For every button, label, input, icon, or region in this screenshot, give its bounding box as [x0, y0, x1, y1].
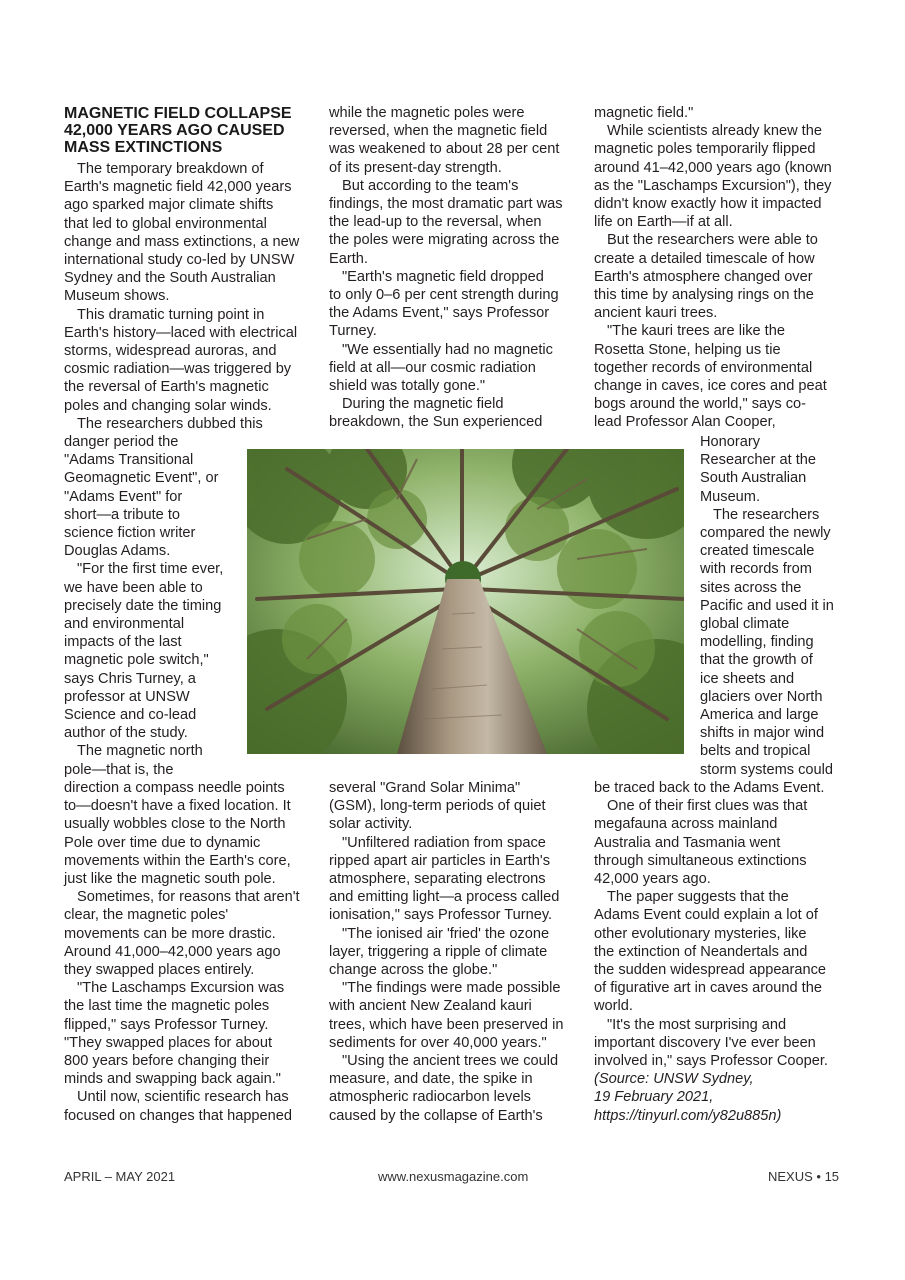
article-text-line: While scientists already knew the — [607, 123, 822, 140]
article-text-line: storms, widespread auroras, and — [64, 343, 277, 359]
article-text-line: "We essentially had no magnetic — [342, 341, 553, 358]
article-text-line: change and mass extinctions, a new — [64, 233, 300, 250]
kauri-tree-image — [247, 449, 684, 754]
article-text-line: 42,000 years ago. — [594, 871, 711, 887]
article-text-line: "Adams Event" for — [64, 488, 183, 505]
article-text-line: "For the first time ever, — [77, 561, 224, 578]
article-text-line: Adams Event could explain a lot of — [594, 907, 818, 924]
article-text-line: to only 0–6 per cent strength during — [329, 287, 559, 303]
article-text-line: short—a tribute to — [64, 506, 180, 523]
kauri-tree-photo — [247, 449, 684, 754]
article-text-line: modelling, finding — [700, 634, 814, 651]
article-text-line: https://tinyurl.com/y82u885n) — [594, 1107, 782, 1124]
article-text-line: focused on changes that happened — [64, 1107, 293, 1124]
article-text-line: ripped apart air particles in Earth's — [329, 852, 550, 869]
article-text-line: (Source: UNSW Sydney, — [594, 1071, 754, 1088]
article-text-line: global climate — [700, 616, 790, 632]
article-text-line: (GSM), long-term periods of quiet — [329, 798, 546, 815]
article-text-line: says Chris Turney, a — [64, 670, 196, 687]
article-text-line: "It's the most surprising and — [607, 1016, 787, 1033]
article-text-line: America and large — [700, 707, 819, 723]
article-text-line: The researchers — [713, 506, 820, 523]
article-text-line: usually wobbles close to the North — [64, 816, 286, 833]
article-text-line: sediments for over 40,000 years." — [329, 1034, 547, 1051]
article-text-line: of figurative art in caves around the — [594, 980, 822, 997]
article-text-line: created timescale — [700, 543, 815, 560]
article-text-line: pole—that is, the — [64, 761, 174, 778]
article-text-line: Museum. — [700, 488, 761, 505]
article-text-line: Honorary — [700, 434, 761, 450]
article-text-line: precisely date the timing — [64, 597, 222, 614]
article-text-line: around 41–42,000 years ago (known — [594, 159, 832, 176]
article-text-line: ice sheets and — [700, 670, 795, 687]
article-text-line: they swapped places entirely. — [64, 962, 255, 978]
article-text-line: findings, the most dramatic part was — [329, 196, 563, 212]
article-text-line: belts and tropical — [700, 743, 811, 760]
article-text-line: movements can be more drastic. — [64, 925, 276, 942]
article-text-line: professor at UNSW — [64, 688, 190, 705]
article-text-line: author of the study. — [64, 725, 188, 742]
headline-line: MAGNETIC FIELD COLLAPSE — [64, 105, 292, 122]
article-text-line: Until now, scientific research has — [77, 1089, 289, 1106]
article-text-line: several "Grand Solar Minima" — [329, 780, 521, 796]
footer-website: www.nexusmagazine.com — [378, 1169, 529, 1184]
article-text-line: "The Laschamps Excursion was — [77, 980, 285, 997]
article-text-line: Earth. — [329, 250, 368, 267]
article-text-line: that the growth of — [700, 652, 813, 669]
article-text-line: ago sparked major climate shifts — [64, 197, 274, 214]
article-text-line: the lead-up to the reversal, when — [329, 214, 542, 231]
article-text-line: compared the newly — [700, 525, 831, 541]
article-text-line: Science and co-lead — [64, 707, 197, 723]
article-text-line: life on Earth—if at all. — [594, 214, 733, 231]
article-text-line: atmosphere, separating electrons — [329, 871, 546, 887]
article-text-line: atmospheric radiocarbon levels — [329, 1089, 531, 1106]
article-text-line: The paper suggests that the — [607, 889, 789, 906]
article-text-line: "The kauri trees are like the — [607, 323, 785, 340]
article-text-line: sites across the — [700, 579, 802, 596]
article-text-line: change across the globe." — [329, 962, 498, 978]
article-text-line: "The ionised air 'fried' the ozone — [342, 925, 550, 942]
article-text-line: caused by the collapse of Earth's — [329, 1107, 543, 1124]
article-text-line: this time by analysing rings on the — [594, 287, 814, 303]
article-text-line: magnetic poles temporarily flipped — [594, 141, 816, 158]
article-text-line: the sudden widespread appearance — [594, 962, 827, 978]
article-text-line: didn't know exactly how it impacted — [594, 196, 822, 212]
headline-line: 42,000 YEARS AGO CAUSED — [64, 122, 285, 139]
article-text-line: ionisation," says Professor Turney. — [329, 907, 553, 924]
article-text-line: During the magnetic field — [342, 396, 504, 413]
article-text-line: Around 41,000–42,000 years ago — [64, 943, 281, 960]
article-text-line: measure, and date, the spike in — [329, 1071, 533, 1088]
footer-issue-date: APRIL – MAY 2021 — [64, 1169, 176, 1184]
article-text-line: involved in," says Professor Cooper. — [594, 1053, 828, 1069]
article-text-line: clear, the magnetic poles' — [64, 907, 229, 924]
article-text-line: of its present-day strength. — [329, 159, 502, 176]
article-text-line: the Adams Event," says Professor — [329, 305, 550, 322]
article-text-line: layer, triggering a ripple of climate — [329, 943, 548, 960]
article-text-line: that led to global environmental — [64, 215, 267, 232]
article-text-line: was weakened to about 28 per cent — [329, 141, 560, 158]
article-text-line: One of their first clues was that — [607, 798, 808, 815]
article-text-line: Pacific and used it in — [700, 597, 834, 614]
article-text-line: shifts in major wind — [700, 725, 825, 742]
article-text-line: direction a compass needle points — [64, 780, 285, 796]
article-text-line: and environmental — [64, 616, 185, 632]
article-text-line: while the magnetic poles were — [329, 105, 525, 121]
article-text-line: This dramatic turning point in — [77, 306, 265, 323]
article-text-line: science fiction writer — [64, 525, 196, 541]
article-text-line: with records from — [700, 561, 812, 578]
article-text-line: lead Professor Alan Cooper, — [594, 414, 776, 431]
article-text-line: Geomagnetic Event", or — [64, 470, 219, 487]
article-text-line: together records of environmental — [594, 359, 813, 376]
article-text-line: Rosetta Stone, helping us tie — [594, 341, 781, 358]
headline-line: MASS EXTINCTIONS — [64, 139, 223, 156]
article-text-line: shield was totally gone." — [329, 378, 486, 394]
article-text-line: But according to the team's — [342, 177, 519, 194]
article-text-line: be traced back to the Adams Event. — [594, 780, 825, 796]
article-text-line: South Australian — [700, 470, 807, 487]
article-text-line: the reversal of Earth's magnetic — [64, 379, 269, 396]
article-text-line: Sometimes, for reasons that aren't — [77, 889, 300, 906]
article-text-line: danger period the — [64, 434, 179, 450]
article-text-line: 19 February 2021, — [594, 1089, 714, 1106]
article-text-line: poles and changing solar winds. — [64, 397, 272, 414]
article-text-line: Museum shows. — [64, 288, 170, 305]
article-text-line: solar activity. — [329, 816, 413, 833]
article-text-line: The magnetic north — [77, 743, 203, 760]
article-text-line: Earth's atmosphere changed over — [594, 268, 813, 285]
article-text-line: "Unfiltered radiation from space — [342, 834, 546, 851]
article-text-line: the extinction of Neandertals and — [594, 943, 808, 960]
article-text-line: field at all—our cosmic radiation — [329, 359, 536, 376]
article-text-line: 800 years before changing their — [64, 1053, 270, 1069]
article-text-line: megafauna across mainland — [594, 816, 778, 833]
article-text-line: "The findings were made possible — [342, 980, 561, 997]
article-text-line: with ancient New Zealand kauri — [329, 998, 532, 1015]
article-text-line: Earth's magnetic field 42,000 years — [64, 179, 292, 196]
footer-page-number: NEXUS • 15 — [768, 1169, 840, 1184]
article-text-line: The researchers dubbed this — [77, 415, 263, 432]
article-text-line: other evolutionary mysteries, like — [594, 925, 807, 942]
article-text-line: to—doesn't have a fixed location. It — [64, 798, 291, 815]
article-text-line: "Using the ancient trees we could — [342, 1053, 559, 1069]
article-text-line: trees, which have been preserved in — [329, 1016, 564, 1033]
article-text-line: bogs around the world," says co- — [594, 396, 807, 413]
article-text-line: we have been able to — [64, 579, 203, 596]
article-text-line: storm systems could — [700, 761, 833, 778]
article-text-line: just like the magnetic south pole. — [64, 871, 276, 887]
article-text-line: change in caves, ice cores and peat — [594, 378, 827, 394]
article-text-line: flipped," says Professor Turney. — [64, 1016, 269, 1033]
article-text-line: Pole over time due to dynamic — [64, 834, 261, 851]
article-text-line: movements within the Earth's core, — [64, 852, 291, 869]
article-text-line: cosmic radiation—was triggered by — [64, 361, 292, 378]
article-text-line: Sydney and the South Australian — [64, 270, 276, 287]
article-text-line: "They swapped places for about — [64, 1034, 272, 1051]
article-text-line: Earth's history—laced with electrical — [64, 324, 298, 341]
article-text-line: minds and swapping back again." — [64, 1071, 281, 1088]
article-text-line: impacts of the last — [64, 634, 182, 651]
article-text-line: and emitting light—a process called — [329, 889, 560, 906]
article-text-line: Researcher at the — [700, 452, 817, 469]
article-text-line: reversed, when the magnetic field — [329, 123, 548, 140]
article-text-line: "Earth's magnetic field dropped — [342, 268, 544, 285]
article-text-line: important discovery I've ever been — [594, 1034, 816, 1051]
article-text-line: world. — [594, 998, 633, 1015]
article-text-line: "Adams Transitional — [64, 452, 194, 469]
article-text-line: create a detailed timescale of how — [594, 250, 815, 267]
article-text-line: The temporary breakdown of — [77, 161, 264, 177]
article-text-line: magnetic field." — [594, 105, 694, 121]
article-text-line: Turney. — [329, 323, 377, 340]
article-text-line: Douglas Adams. — [64, 543, 171, 560]
article-text-line: the poles were migrating across the — [329, 232, 560, 249]
article-text-line: magnetic pole switch," — [64, 652, 209, 669]
article-text-line: the last time the magnetic poles — [64, 998, 270, 1015]
article-text-line: breakdown, the Sun experienced — [329, 414, 543, 431]
article-text-line: ancient kauri trees. — [594, 305, 718, 322]
article-text-line: Australia and Tasmania went — [594, 834, 781, 851]
article-text-line: glaciers over North — [700, 688, 823, 705]
article-text-line: international study co-led by UNSW — [64, 252, 295, 268]
article-text-line: through simultaneous extinctions — [594, 852, 807, 869]
article-text-line: But the researchers were able to — [607, 232, 818, 249]
article-text-line: as the "Laschamps Excursion"), they — [594, 177, 832, 194]
